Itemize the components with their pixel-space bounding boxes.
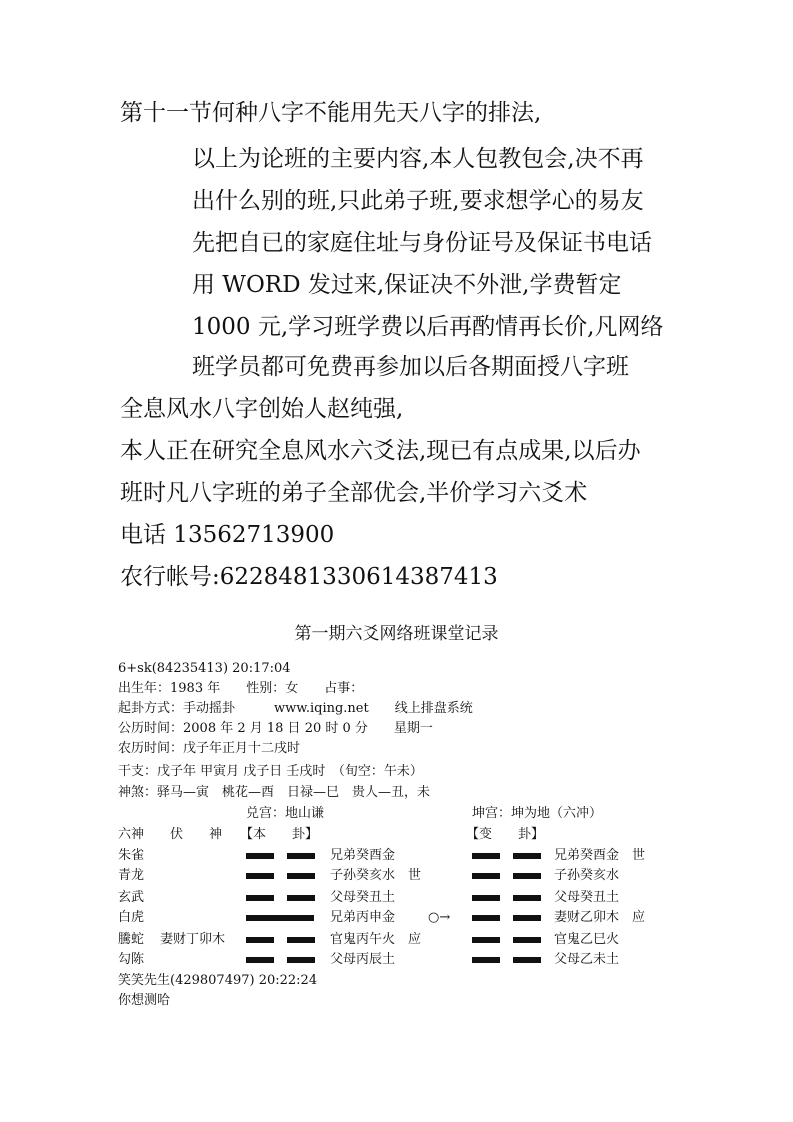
phone-line: 电话 13562713900 bbox=[120, 522, 335, 548]
info-method-line: 起卦方式：手动摇卦 www.iqing.net 线上排盘系统 bbox=[118, 701, 473, 716]
liushen-cell: 玄武 bbox=[118, 890, 145, 905]
bank-account-line: 农行帐号:6228481330614387413 bbox=[120, 564, 498, 590]
record-title: 第一期六爻网络班课堂记录 bbox=[294, 624, 499, 644]
changed-palace: 坤宫：坤为地（六冲） bbox=[472, 806, 603, 821]
info-birth-line: 出生年：1983 年 性别：女 占事： bbox=[118, 681, 364, 696]
changed-yin-line-right bbox=[513, 873, 541, 879]
founder-line: 全息风水八字创始人赵纯强, bbox=[120, 396, 404, 422]
paragraph-line-2: 出什么别的班,只此弟子班,要求想学心的易友 bbox=[192, 188, 644, 214]
main-yao-text: 父母丙辰土 bbox=[330, 952, 396, 967]
changed-yin-line-left bbox=[472, 957, 500, 963]
liushen-cell: 青龙 bbox=[118, 868, 145, 883]
paragraph-line-4: 用 WORD 发过来,保证决不外泄,学费暂定 bbox=[192, 272, 622, 298]
changed-yin-line-left bbox=[472, 915, 500, 921]
info-shensha-line: 神煞：驿马—寅 桃花—酉 日禄—巳 贵人—丑，未 bbox=[118, 785, 431, 800]
main-yin-line-left bbox=[246, 937, 274, 943]
changed-yin-line-right bbox=[513, 895, 541, 901]
liushen-cell: 勾陈 bbox=[118, 952, 145, 967]
main-yin-line-right bbox=[287, 895, 315, 901]
header-main-gua: 【本 卦】 bbox=[240, 827, 319, 842]
chat-header-2: 笑笑先生(429807497) 20:22:24 bbox=[118, 973, 318, 988]
main-palace: 兑宫：地山谦 bbox=[246, 806, 325, 821]
main-yin-line-left bbox=[246, 957, 274, 963]
changed-yin-line-left bbox=[472, 895, 500, 901]
main-yao-text: 子孙癸亥水 世 bbox=[330, 868, 422, 883]
header-liushen: 六神 伏 神 bbox=[118, 827, 223, 842]
paragraph-line-1: 以上为论班的主要内容,本人包教包会,决不再 bbox=[192, 146, 644, 172]
changed-yin-line-right bbox=[513, 957, 541, 963]
changed-yao-text: 父母癸丑土 bbox=[554, 890, 620, 905]
main-yao-text: 兄弟癸酉金 bbox=[330, 848, 396, 863]
main-yao-text: 兄弟丙申金 bbox=[330, 910, 396, 925]
research-line-2: 班时凡八字班的弟子全部优会,半价学习六爻术 bbox=[120, 480, 588, 506]
changed-yin-line-left bbox=[472, 873, 500, 879]
main-yin-line-left bbox=[246, 853, 274, 859]
liushen-cell: 騰蛇 bbox=[118, 932, 145, 947]
liushen-cell: 朱雀 bbox=[118, 848, 145, 863]
header-changed-gua: 【变 卦】 bbox=[466, 827, 545, 842]
main-yao-text: 父母癸丑土 bbox=[330, 890, 396, 905]
changed-yin-line-right bbox=[513, 853, 541, 859]
info-ganzhi-line: 干支：戊子年 甲寅月 戊子日 壬戌时 （旬空：午未） bbox=[118, 764, 423, 779]
main-yin-line-right bbox=[287, 873, 315, 879]
main-yin-line-right bbox=[287, 957, 315, 963]
paragraph-line-5: 1000 元,学习班学费以后再酌情再长价,凡网络 bbox=[192, 314, 664, 340]
chat-header: 6+sk(84235413) 20:17:04 bbox=[118, 661, 291, 676]
main-yang-line bbox=[246, 915, 314, 921]
fushen-cell: 妻财丁卯木 bbox=[160, 932, 226, 947]
main-yao-text: 官鬼丙午火 应 bbox=[330, 932, 422, 947]
section-heading: 第十一节何种八字不能用先天八字的排法, bbox=[120, 100, 542, 126]
changed-yao-text: 妻财乙卯木 应 bbox=[554, 910, 646, 925]
info-lunar-line: 农历时间：戊子年正月十二戌时 bbox=[118, 741, 301, 756]
main-yin-line-left bbox=[246, 873, 274, 879]
changed-yin-line-right bbox=[513, 937, 541, 943]
main-yin-line-right bbox=[287, 937, 315, 943]
chat-message: 你想测哈 bbox=[118, 993, 171, 1008]
main-yin-line-right bbox=[287, 853, 315, 859]
changed-yin-line-left bbox=[472, 853, 500, 859]
paragraph-line-3: 先把自已的家庭住址与身份证号及保证书电话 bbox=[192, 230, 652, 256]
paragraph-line-6: 班学员都可免费再参加以后各期面授八字班 bbox=[192, 354, 629, 380]
changed-yao-text: 官鬼乙巳火 bbox=[554, 932, 620, 947]
changed-yin-line-left bbox=[472, 937, 500, 943]
changed-yin-line-right bbox=[513, 915, 541, 921]
changed-yao-text: 子孙癸亥水 bbox=[554, 868, 620, 883]
main-yin-line-left bbox=[246, 895, 274, 901]
info-solar-line: 公历时间：2008 年 2 月 18 日 20 时 0 分 星期一 bbox=[118, 721, 433, 736]
liushen-cell: 白虎 bbox=[118, 910, 145, 925]
changed-yao-text: 父母乙未土 bbox=[554, 952, 620, 967]
moving-line-marker: ○→ bbox=[428, 910, 451, 925]
changed-yao-text: 兄弟癸酉金 世 bbox=[554, 848, 646, 863]
research-line-1: 本人正在研究全息风水六爻法,现已有点成果,以后办 bbox=[120, 438, 641, 464]
